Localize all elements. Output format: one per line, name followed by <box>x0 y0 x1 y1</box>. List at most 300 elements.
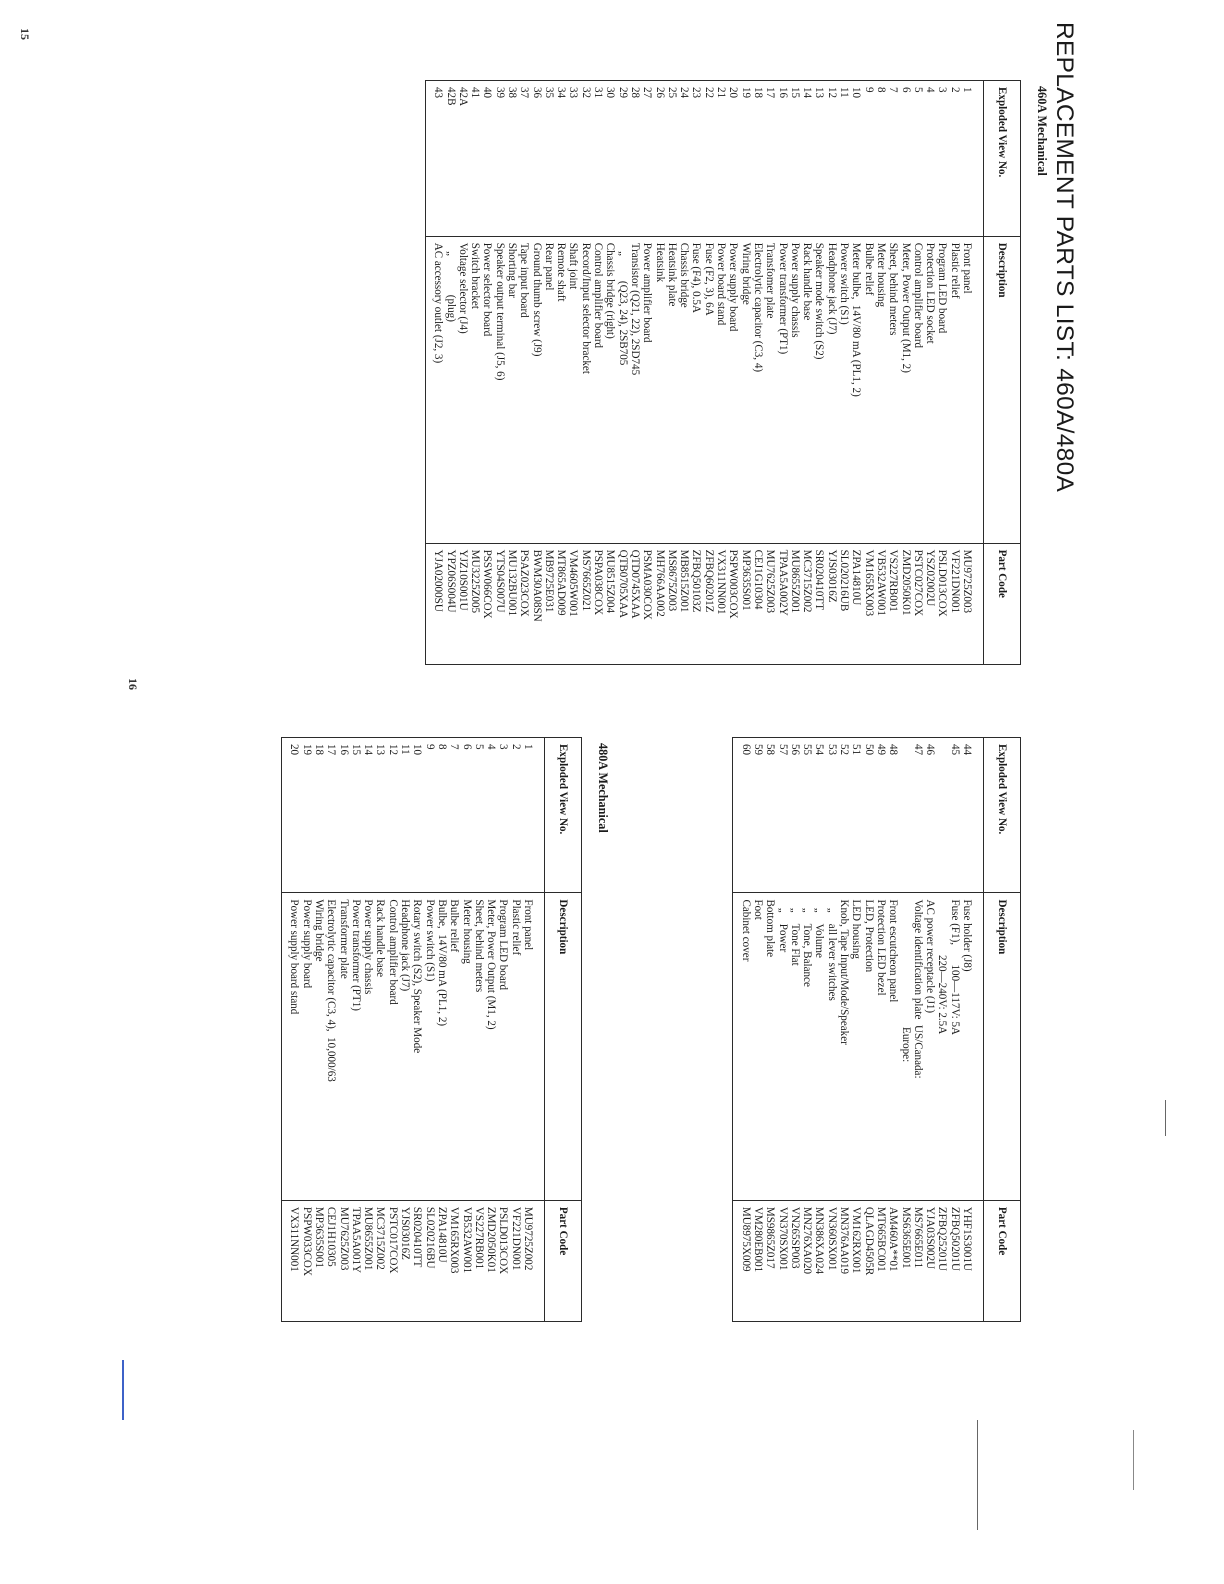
table-header-row <box>984 81 1021 665</box>
part-code-cell: MU8655Z001 <box>788 549 801 614</box>
part-code-cell: MT665BC001 <box>874 1206 887 1272</box>
exploded-view-no-cell: 8 <box>436 738 448 893</box>
exploded-view-no-cell: 2 <box>948 81 960 237</box>
table-row <box>739 81 751 665</box>
description-cell: Fuse (F1), 100—117V: 5A <box>948 893 960 1200</box>
exploded-view-no-cell: 17 <box>325 738 337 893</box>
part-code-cell: CEJ1H10305 <box>325 1206 338 1267</box>
table-row <box>838 81 850 665</box>
table-row <box>912 81 924 665</box>
exploded-view-no-cell: 25 <box>666 81 678 237</box>
description-cell: Sheet, behind meters <box>887 236 899 543</box>
table-row <box>448 738 460 1322</box>
exploded-view-no-cell: 1 <box>961 81 984 237</box>
description-cell: Sheet, behind meters <box>473 893 485 1200</box>
part-code-cell: MS6365E001 <box>899 1206 912 1269</box>
part-code-cell: YJZ10S001U <box>456 549 469 611</box>
exploded-view-no-cell: 55 <box>801 738 813 893</box>
exploded-view-no-cell: 51 <box>850 738 862 893</box>
description-cell: Control amplifier board <box>386 893 398 1200</box>
table-row <box>473 738 485 1322</box>
table-row <box>752 81 764 665</box>
header-description: Description <box>984 893 1021 1200</box>
exploded-view-no-cell: 20 <box>727 81 739 237</box>
description-cell: Power switch (S1) <box>838 236 850 543</box>
exploded-view-no-cell: 48 <box>887 738 899 893</box>
description-cell: Protection LED bezel <box>875 893 887 1200</box>
part-code-cell: VB532AW001 <box>460 1206 473 1274</box>
exploded-view-no-cell: 16 <box>337 738 349 893</box>
part-code-cell: MP3635S001 <box>312 1206 325 1268</box>
table-row <box>493 81 505 665</box>
exploded-view-no-cell: 19 <box>739 81 751 237</box>
exploded-view-no-cell: 20 <box>282 738 301 893</box>
scan-mark <box>977 1420 978 1530</box>
part-code-cell: MS9865Z017 <box>764 1206 777 1269</box>
table-row <box>825 81 837 665</box>
description-cell: 220—240V: 2.5A <box>936 893 948 1200</box>
table-row <box>282 738 301 1322</box>
table-row <box>506 81 518 665</box>
description-cell: Voltage identification plate US/Canada: <box>912 893 924 1200</box>
exploded-view-no-cell: 1 <box>522 738 545 893</box>
description-cell: Transistor (Q21, 22), 2SD745 <box>629 236 641 543</box>
part-code-cell: MN376AA019 <box>838 1206 851 1275</box>
exploded-view-no-cell: 59 <box>752 738 764 893</box>
part-code-cell: PSPA038COX <box>592 549 605 616</box>
part-code-cell: SR020410TT <box>411 1206 424 1268</box>
part-code-cell: VF221DN001 <box>948 549 961 614</box>
exploded-view-no-cell: 58 <box>764 738 776 893</box>
table-row <box>936 81 948 665</box>
description-cell: Fuse holder (J8) <box>961 893 984 1200</box>
description-cell: Power supply chassis <box>789 236 801 543</box>
table-row <box>313 738 325 1322</box>
table-row <box>690 81 702 665</box>
part-code-cell: PSPW003COX <box>727 549 740 619</box>
exploded-view-no-cell: 36 <box>530 81 542 237</box>
table-row <box>801 738 813 1322</box>
exploded-view-no-cell: 11 <box>838 81 850 237</box>
description-cell: Power selector board <box>481 236 493 543</box>
exploded-view-no-cell: 14 <box>801 81 813 237</box>
table-body-460a-part2 <box>733 738 984 1322</box>
description-cell: Foot <box>752 893 764 1200</box>
table-row <box>325 738 337 1322</box>
exploded-view-no-cell: 10 <box>850 81 862 237</box>
part-code-cell: VM4605W001 <box>567 549 580 617</box>
exploded-view-no-cell: 15 <box>350 738 362 893</box>
part-code-cell: QLAGD4505R <box>862 1206 875 1276</box>
exploded-view-no-cell <box>936 738 948 893</box>
table-row <box>337 738 349 1322</box>
table-row <box>789 81 801 665</box>
description-cell: „ (Q23, 24), 2SB705 <box>616 236 628 543</box>
exploded-view-no-cell: 21 <box>715 81 727 237</box>
table-row <box>948 81 960 665</box>
section-heading-460a: 460A Mechanical <box>1035 86 1049 176</box>
header-exploded-view-no: Exploded View No. <box>984 738 1021 893</box>
description-cell: Chassis bridge <box>678 236 690 543</box>
description-cell: Meter housing <box>875 236 887 543</box>
table-row <box>300 738 312 1322</box>
description-cell: Meter bulbe, 14V/80 mA (PL1, 2) <box>850 236 862 543</box>
table-row <box>350 738 362 1322</box>
part-code-cell: YJS03016Z <box>825 549 838 603</box>
description-cell: Power amplifier board <box>641 236 653 543</box>
table-row <box>444 81 456 665</box>
description-cell: Knob, Tape Input/Mode/Speaker <box>838 893 850 1200</box>
description-cell: Heatsink <box>653 236 665 543</box>
table-row <box>411 738 423 1322</box>
parts-table-460a-part2 <box>732 737 1021 1322</box>
table-row <box>485 738 497 1322</box>
part-code-cell: ZFBQ50103Z <box>690 549 703 613</box>
exploded-view-no-cell: 8 <box>875 81 887 237</box>
part-code-cell: SR020410TT <box>813 549 826 610</box>
description-cell: Voltage selector (J4) <box>457 236 469 543</box>
scan-mark <box>1165 1100 1166 1136</box>
exploded-view-no-cell: 10 <box>411 738 423 893</box>
table-row <box>555 81 567 665</box>
exploded-view-no-cell: 56 <box>789 738 801 893</box>
part-code-cell: MC3715Z002 <box>801 549 814 613</box>
exploded-view-no-cell: 40 <box>481 81 493 237</box>
table-row <box>936 738 948 1322</box>
description-cell: „ Volume <box>813 893 825 1200</box>
table-row <box>850 738 862 1322</box>
exploded-view-no-cell: 5 <box>912 81 924 237</box>
part-code-cell: MU7625Z003 <box>337 1206 350 1271</box>
exploded-view-no-cell: 34 <box>555 81 567 237</box>
description-cell: Fuse (F2, 3), 6A <box>702 236 714 543</box>
part-code-cell: VN360SX001 <box>825 1206 838 1271</box>
exploded-view-no-cell: 22 <box>702 81 714 237</box>
table-row <box>497 738 509 1322</box>
description-cell: Shaft joint <box>567 236 579 543</box>
description-cell: Transfomer plate <box>764 236 776 543</box>
header-description: Description <box>545 893 582 1200</box>
table-row <box>362 738 374 1322</box>
description-cell: „ Power <box>776 893 788 1200</box>
part-code-cell: PSTC017COX <box>386 1206 399 1274</box>
header-description: Description <box>984 236 1021 543</box>
description-cell: Rear panel <box>543 236 555 543</box>
part-code-cell: TPAA5A002Y <box>776 549 789 616</box>
table-row <box>399 738 411 1322</box>
table-row <box>850 81 862 665</box>
header-part-code: Part Code <box>984 1200 1021 1321</box>
part-code-cell: PSMA030COX <box>641 549 654 620</box>
part-code-cell: VX311NN001 <box>715 549 728 615</box>
table-row <box>678 81 690 665</box>
description-cell: Program LED board <box>497 893 509 1200</box>
description-cell: Ground thumb screw (J9) <box>530 236 542 543</box>
section-heading-480a: 480A Mechanical <box>596 743 610 833</box>
description-cell: Meter housing <box>460 893 472 1200</box>
description-cell: Heatsink plate <box>666 236 678 543</box>
part-code-cell: PSTC027COX <box>911 549 924 617</box>
description-cell: Electrolytic capacitor (C3, 4), 10,000/63 <box>325 893 337 1200</box>
part-code-cell: VS227RB001 <box>887 549 900 612</box>
part-code-cell: YHF1S3001U <box>961 1206 973 1271</box>
part-code-cell: YTS04S007U <box>493 549 506 613</box>
table-row <box>789 738 801 1322</box>
description-cell: Control amplifier board <box>912 236 924 543</box>
table-row <box>460 738 472 1322</box>
table-row <box>436 738 448 1322</box>
table-row <box>838 738 850 1322</box>
table-row <box>481 81 493 665</box>
exploded-view-no-cell: 54 <box>813 738 825 893</box>
part-code-cell: MU132BU001 <box>506 549 519 617</box>
exploded-view-no-cell: 42B <box>444 81 456 237</box>
exploded-view-no-cell: 26 <box>653 81 665 237</box>
exploded-view-no-cell: 53 <box>825 738 837 893</box>
exploded-view-no-cell: 31 <box>592 81 604 237</box>
description-cell: Electrolytic capacitor (C3, 4) <box>752 236 764 543</box>
table-row <box>702 81 714 665</box>
table-row <box>912 738 924 1322</box>
part-code-cell: PSAZ023COX <box>518 549 531 617</box>
exploded-view-no-cell: 19 <box>300 738 312 893</box>
part-code-cell: ZPA14810U <box>435 1206 448 1263</box>
table-row <box>567 81 579 665</box>
part-code-cell: PSSW066COX <box>481 549 494 619</box>
description-cell: Shorting bar <box>506 236 518 543</box>
part-code-cell: QTD0745XAA <box>628 549 641 619</box>
table-row <box>518 81 530 665</box>
exploded-view-no-cell: 41 <box>469 81 481 237</box>
table-row <box>457 81 469 665</box>
description-cell: Protection LED socket <box>924 236 936 543</box>
part-code-cell: MU3225Z005 <box>469 549 482 614</box>
description-cell: Plastic relief <box>509 893 521 1200</box>
table-row <box>592 81 604 665</box>
part-code-cell: VF221DN001 <box>509 1206 522 1271</box>
header-exploded-view-no: Exploded View No. <box>545 738 582 893</box>
exploded-view-no-cell: 17 <box>764 81 776 237</box>
exploded-view-no-cell: 43 <box>425 81 444 237</box>
table-row <box>641 81 653 665</box>
part-code-cell: MS7665Z021 <box>579 549 592 612</box>
part-code-cell: YJS03016Z <box>399 1206 412 1260</box>
table-row <box>715 81 727 665</box>
description-cell: Power transformer (PT1) <box>776 236 788 543</box>
table-row <box>423 738 435 1322</box>
table-row <box>961 81 984 665</box>
table-row <box>733 738 752 1322</box>
table-row <box>887 738 899 1322</box>
exploded-view-no-cell: 5 <box>473 738 485 893</box>
table-row <box>629 81 641 665</box>
table-row <box>899 738 911 1322</box>
scan-mark <box>1133 1430 1134 1490</box>
exploded-view-no-cell: 3 <box>936 81 948 237</box>
description-cell: Chassis bridge (right) <box>604 236 616 543</box>
exploded-view-no-cell: 4 <box>924 81 936 237</box>
table-row <box>875 738 887 1322</box>
part-code-cell: VN265SP003 <box>788 1206 801 1269</box>
description-cell: „ all lever switches <box>825 893 837 1200</box>
description-cell: Rack handle base <box>801 236 813 543</box>
part-code-cell: VM280EB001 <box>751 1206 764 1273</box>
table-row <box>801 81 813 665</box>
table-row <box>604 81 616 665</box>
part-code-cell: MU9725Z003 <box>961 549 973 614</box>
description-cell: Speaker output terminal (J5, 6) <box>493 236 505 543</box>
part-code-cell: CEJ1G10304 <box>751 549 764 610</box>
exploded-view-no-cell: 38 <box>506 81 518 237</box>
description-cell: Meter, Power Output (M1, 2) <box>485 893 497 1200</box>
table-row <box>469 81 481 665</box>
exploded-view-no-cell: 13 <box>374 738 386 893</box>
exploded-view-no-cell: 32 <box>580 81 592 237</box>
table-row <box>374 738 386 1322</box>
exploded-view-no-cell: 3 <box>497 738 509 893</box>
table-body-460a-part1 <box>425 81 983 665</box>
table-row <box>862 81 874 665</box>
description-cell: AC power receptacle (J1) <box>924 893 936 1200</box>
part-code-cell: MU8975X009 <box>739 1206 752 1272</box>
part-code-cell: MP3635S001 <box>739 549 752 611</box>
exploded-view-no-cell: 49 <box>875 738 887 893</box>
description-cell: Front escutcheon panel <box>887 893 899 1200</box>
description-cell: Meter, Power Output (M1, 2) <box>899 236 911 543</box>
exploded-view-no-cell: 18 <box>752 81 764 237</box>
exploded-view-no-cell <box>899 738 911 893</box>
exploded-view-no-cell: 57 <box>776 738 788 893</box>
part-code-cell: SL020216BU <box>423 1206 436 1269</box>
exploded-view-no-cell: 46 <box>924 738 936 893</box>
description-cell: Power supply chassis <box>362 893 374 1200</box>
description-cell: Switch bracket <box>469 236 481 543</box>
exploded-view-no-cell: 35 <box>543 81 555 237</box>
parts-table-480a <box>281 737 582 1322</box>
description-cell: LED, Protection <box>862 893 874 1200</box>
part-code-cell: MU8655Z001 <box>362 1206 375 1271</box>
description-cell: Headphone jack (J7) <box>399 893 411 1200</box>
part-code-cell: ZFBQ25201U <box>936 1206 949 1271</box>
table-row <box>764 738 776 1322</box>
table-row <box>543 81 555 665</box>
table-header-row <box>984 738 1021 1322</box>
exploded-view-no-cell: 6 <box>899 81 911 237</box>
part-code-cell: VX311NN001 <box>288 1206 301 1272</box>
description-cell: Wiring bridge <box>739 236 751 543</box>
table-row <box>961 738 984 1322</box>
header-part-code: Part Code <box>545 1200 582 1321</box>
part-code-cell: MB8515Z001 <box>678 549 691 613</box>
description-cell: AC accessory outlet (J2, 3) <box>425 236 444 543</box>
part-code-cell: MS8675Z003 <box>665 549 678 612</box>
part-code-cell: PSLD013COX <box>497 1206 510 1275</box>
exploded-view-no-cell: 24 <box>678 81 690 237</box>
exploded-view-no-cell: 7 <box>448 738 460 893</box>
table-row <box>666 81 678 665</box>
exploded-view-no-cell: 52 <box>838 738 850 893</box>
exploded-view-no-cell: 2 <box>509 738 521 893</box>
table-body-480a <box>282 738 545 1322</box>
table-row <box>924 81 936 665</box>
part-code-cell: MN276XA020 <box>801 1206 814 1275</box>
description-cell: Tape input board <box>518 236 530 543</box>
table-row <box>727 81 739 665</box>
table-row <box>752 738 764 1322</box>
table-row <box>764 81 776 665</box>
description-cell: Rack handle base <box>374 893 386 1200</box>
part-code-cell: VS227RB001 <box>472 1206 485 1270</box>
part-code-cell: MU8515Z004 <box>604 549 617 614</box>
table-row <box>425 81 444 665</box>
exploded-view-no-cell: 9 <box>862 81 874 237</box>
description-cell: Front panel <box>522 893 545 1200</box>
table-row <box>924 738 936 1322</box>
part-code-cell: VM162RX001 <box>850 1206 863 1274</box>
page-number-right: 16 <box>126 678 140 690</box>
description-cell: Record/Input selector bracket <box>580 236 592 543</box>
part-code-cell: MS7665E011 <box>911 1206 924 1269</box>
part-code-cell: VN370SX001 <box>776 1206 789 1271</box>
exploded-view-no-cell: 9 <box>423 738 435 893</box>
page-number-left: 15 <box>18 28 32 40</box>
exploded-view-no-cell: 7 <box>887 81 899 237</box>
part-code-cell: YSZ02002U <box>924 549 937 607</box>
part-code-cell: SL020216UB <box>838 549 851 612</box>
description-cell: LED housing <box>850 893 862 1200</box>
table-row <box>386 738 398 1322</box>
page-title: REPLACEMENT PARTS LIST: 460A/480A <box>1051 22 1078 493</box>
exploded-view-no-cell: 27 <box>641 81 653 237</box>
description-cell: Rotary switch (S2), Speaker Mode <box>411 893 423 1200</box>
exploded-view-no-cell: 14 <box>362 738 374 893</box>
exploded-view-no-cell: 39 <box>493 81 505 237</box>
exploded-view-no-cell: 15 <box>789 81 801 237</box>
table-row <box>825 738 837 1322</box>
description-cell: Power transformer (PT1) <box>350 893 362 1200</box>
description-cell: Headphone jack (J7) <box>825 236 837 543</box>
part-code-cell: BWM30A08SN <box>530 549 543 622</box>
description-cell: Power board stand <box>715 236 727 543</box>
part-code-cell: MB9725E031 <box>542 549 555 613</box>
description-cell: Speaker mode switch (S2) <box>813 236 825 543</box>
exploded-view-no-cell: 11 <box>399 738 411 893</box>
table-row <box>899 81 911 665</box>
exploded-view-no-cell: 33 <box>567 81 579 237</box>
exploded-view-no-cell: 50 <box>862 738 874 893</box>
exploded-view-no-cell: 28 <box>629 81 641 237</box>
part-code-cell: ZMD2050K01 <box>899 549 912 616</box>
table-row <box>813 81 825 665</box>
table-row <box>813 738 825 1322</box>
description-cell: „ (plug) <box>444 236 456 543</box>
part-code-cell: MH766AA002 <box>653 549 666 617</box>
table-row <box>580 81 592 665</box>
description-cell: „ Tone Flat <box>789 893 801 1200</box>
part-code-cell: YJA02000SU <box>432 549 445 612</box>
exploded-view-no-cell: 16 <box>776 81 788 237</box>
table-header-row <box>545 738 582 1322</box>
exploded-view-no-cell: 29 <box>616 81 628 237</box>
table-row <box>776 738 788 1322</box>
exploded-view-no-cell: 13 <box>813 81 825 237</box>
exploded-view-no-cell: 42A <box>457 81 469 237</box>
part-code-cell: VB532AW001 <box>874 549 887 616</box>
description-cell: Control amplifier board <box>592 236 604 543</box>
table-row <box>887 81 899 665</box>
part-code-cell: PSPW033COX <box>300 1206 313 1276</box>
part-code-cell: MN386XA024 <box>813 1206 826 1275</box>
